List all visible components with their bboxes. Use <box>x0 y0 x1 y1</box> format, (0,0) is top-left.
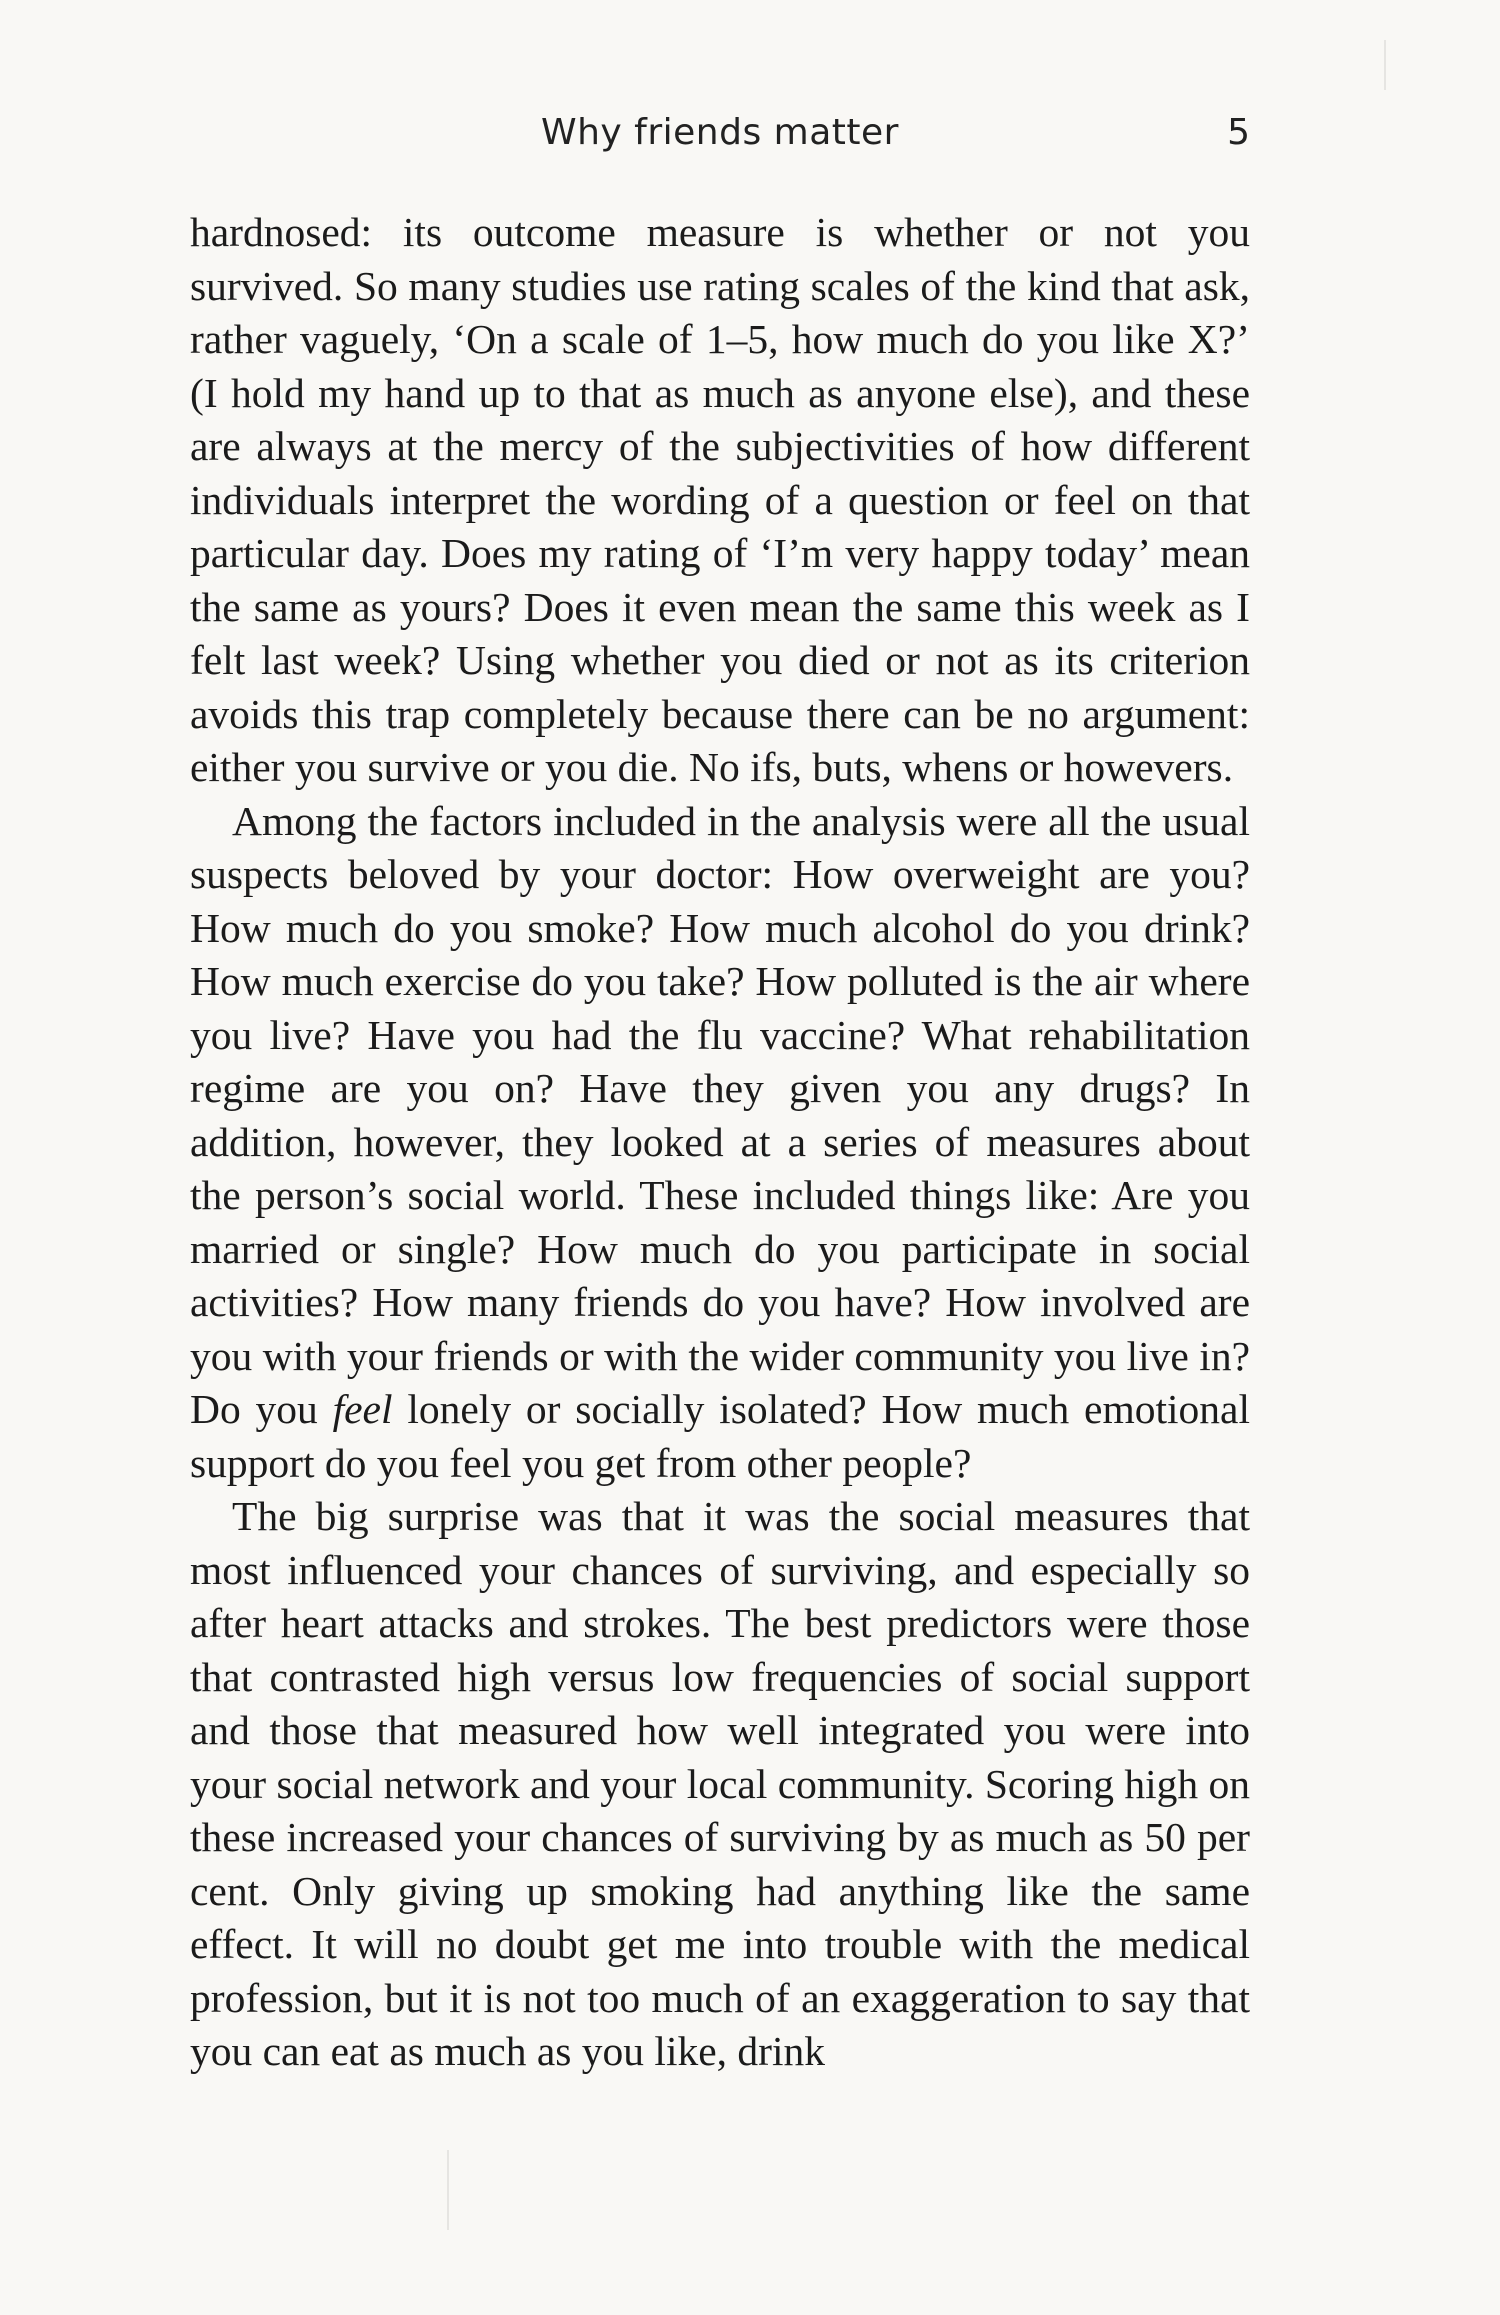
running-head-title: Why friends matter <box>541 112 899 153</box>
paragraph-2-text-before: Among the factors included in the analysis were all the usual suspects beloved by your doctor: How overweight are you? How much do you smoke? How much alcohol do you drink? How much exercise do you take? How polluted is the air where you live? Have you had the flu vaccine? What rehabilitation regime are you on? Have they given you any drugs? In addition, however, they looked at a series of measures about the person’s social world. These included things like: Are you married or single? How much do you participate in social activities? How many friends do you have? How involved are you with your friends or with the wider community you live in? Do you <box>190 797 1250 1432</box>
running-head <box>190 112 1250 172</box>
emphasis-feel: feel <box>332 1386 393 1432</box>
paragraph-2-text-after: lonely or socially isolated? How much emotional support do you feel you get from other people? <box>190 1386 1250 1486</box>
page-crease-mark-top <box>1384 40 1386 90</box>
page-crease-mark <box>447 2150 449 2230</box>
paragraph-2 <box>190 795 1250 1491</box>
paragraph-1: hardnosed: its outcome measure is whether or not you survived. So many studies use rating scales of the kind that ask, rather vaguely, ‘On a scale of 1–5, how much do you like X?’ (I hold my hand up to that as much as anyone else), and these are always at the mercy of the subjectivities of how different individuals interpret the wording of a question or feel on that particular day. Does my rating of ‘I’m very happy today’ mean the same as yours? Does it even mean the same this week as I felt last week? Using whether you died or not as its criterion avoids this trap completely because there can be no argument: either you survive or you die. No ifs, buts, whens or howevers. <box>190 209 1250 790</box>
page-number: 5 <box>1227 112 1250 153</box>
paragraph-3: The big surprise was that it was the social measures that most influenced your chances of surviving, and especially so after heart attacks and strokes. The best predictors were those that contrasted high versus low frequencies of social support and those that measured how well integrated you were into your social network and your local community. Scoring high on these increased your chances of surviving by as much as 50 per cent. Only giving up smoking had anything like the same effect. It will no doubt get me into trouble with the medical profession, but it is not too much of an exaggeration to say that you can eat as much as you like, drink <box>190 1493 1250 2074</box>
body-text <box>190 206 1250 2079</box>
